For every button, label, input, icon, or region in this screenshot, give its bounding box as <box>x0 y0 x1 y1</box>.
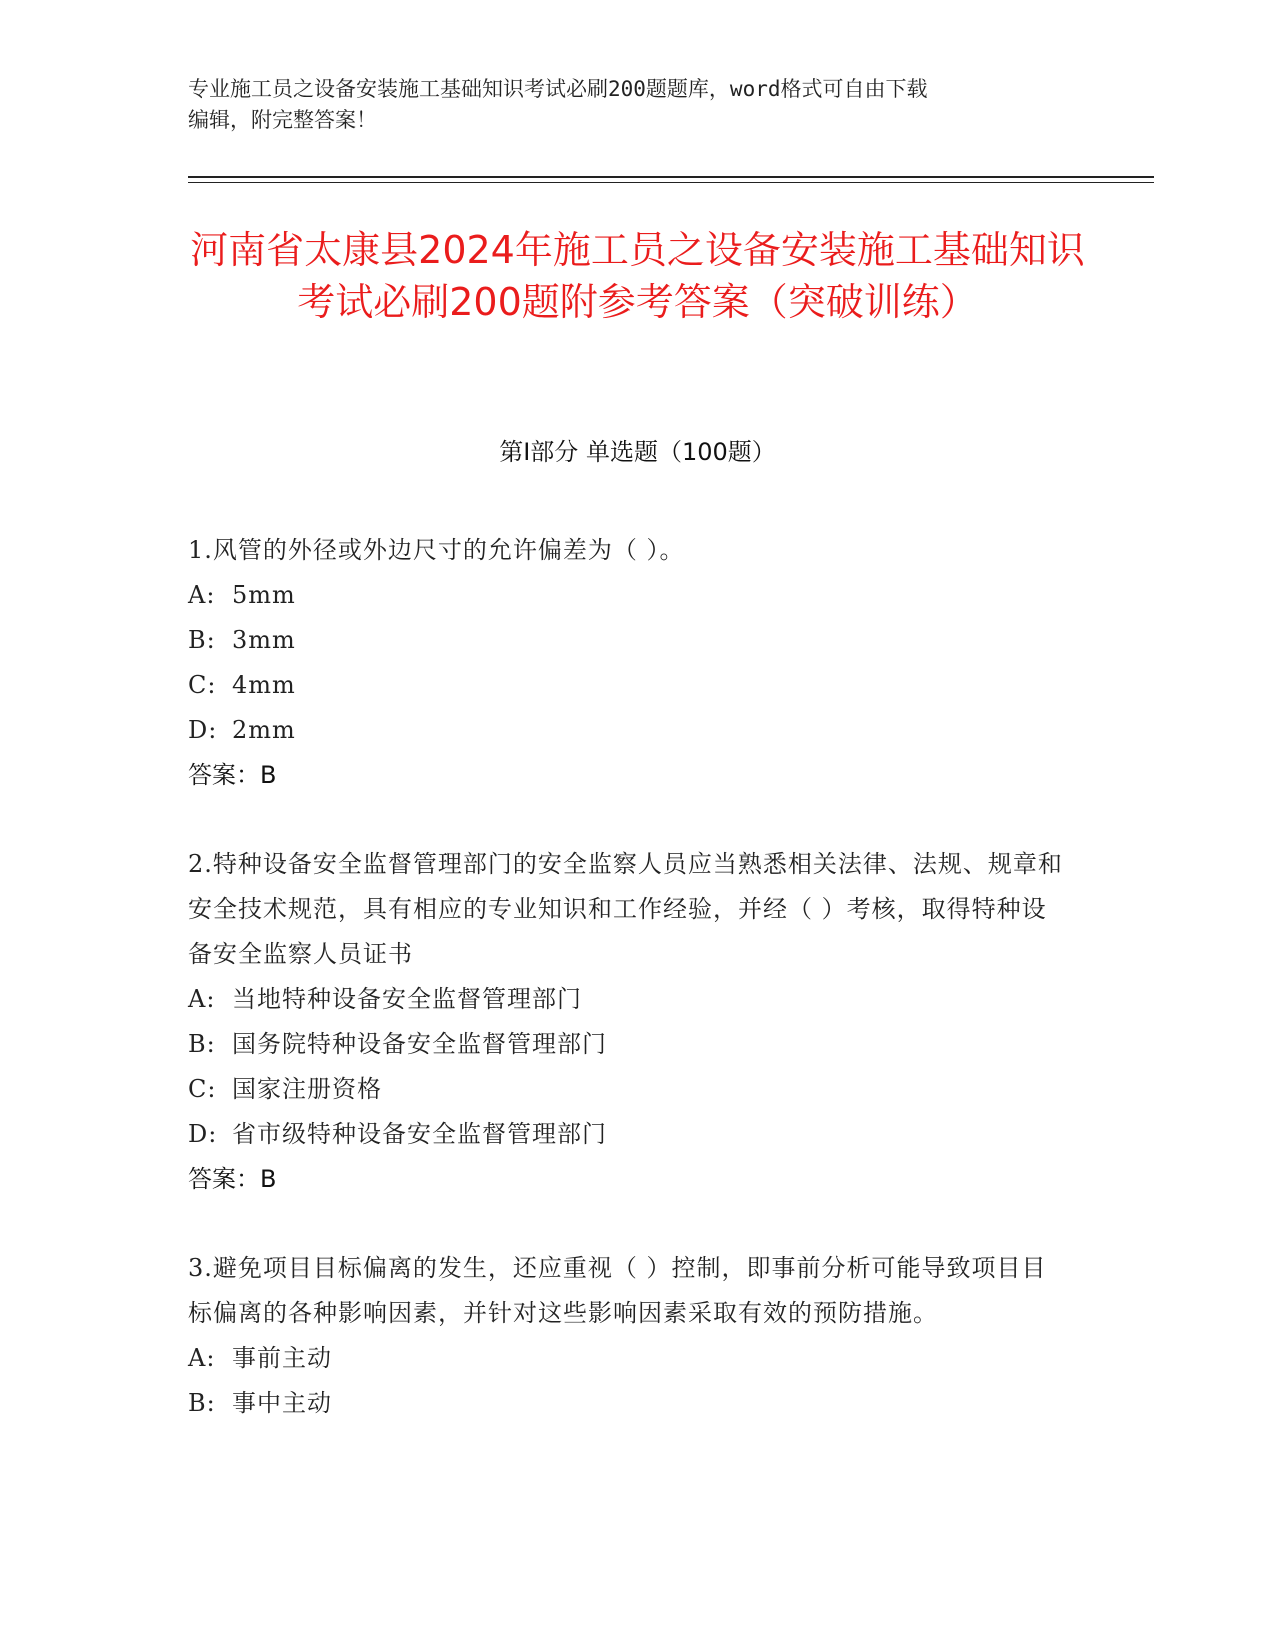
option-label: A: <box>188 985 216 1013</box>
option-label: B: <box>188 626 216 654</box>
option-text: 当地特种设备安全监督管理部门 <box>232 985 582 1013</box>
answer-line: 答案：B <box>188 1165 277 1193</box>
option-text: 省市级特种设备安全监督管理部门 <box>232 1120 607 1148</box>
option-text: 国家注册资格 <box>232 1075 382 1103</box>
option-text: 国务院特种设备安全监督管理部门 <box>232 1030 607 1058</box>
question-1 <box>188 528 1068 798</box>
option-label: B: <box>188 1389 216 1417</box>
option-b <box>188 618 1068 663</box>
option-text: 2mm <box>232 716 296 744</box>
option-text: 事前主动 <box>232 1344 332 1372</box>
header-divider-thin <box>188 182 1154 183</box>
option-label: C: <box>188 1075 217 1103</box>
option-d <box>188 708 1068 753</box>
option-label: D: <box>188 1120 218 1148</box>
option-label: C: <box>188 671 217 699</box>
option-a <box>188 977 1068 1022</box>
question-3 <box>188 1246 1068 1426</box>
option-label: D: <box>188 716 218 744</box>
question-text: 1.风管的外径或外边尺寸的允许偏差为（ ）。 <box>188 536 685 564</box>
option-label: B: <box>188 1030 216 1058</box>
header-divider-thick <box>188 176 1154 178</box>
section-title: 第Ⅰ部分 单选题（100题） <box>499 438 776 466</box>
option-text: 5mm <box>232 581 296 609</box>
option-c <box>188 663 1068 708</box>
option-b <box>188 1381 1068 1426</box>
document-title: 河南省太康县2024年施工员之设备安装施工基础知识考试必刷200题附参考答案（突破训练） <box>190 228 1085 324</box>
option-a <box>188 573 1068 618</box>
question-list <box>188 528 1068 1470</box>
option-label: A: <box>188 581 216 609</box>
option-d <box>188 1112 1068 1157</box>
option-label: A: <box>188 1344 216 1372</box>
question-2 <box>188 842 1068 1202</box>
option-text: 事中主动 <box>232 1389 332 1417</box>
header-note <box>188 74 1088 136</box>
question-text: 2.特种设备安全监督管理部门的安全监察人员应当熟悉相关法律、法规、规章和安全技术规范，具有相应的专业知识和工作经验，并经（ ）考核，取得特种设备安全监察人员证书 <box>188 850 1063 968</box>
answer-line: 答案：B <box>188 761 277 789</box>
option-a <box>188 1336 1068 1381</box>
header-note-line-2: 编辑，附完整答案！ <box>188 108 377 132</box>
option-b <box>188 1022 1068 1067</box>
option-text: 4mm <box>232 671 296 699</box>
option-text: 3mm <box>232 626 296 654</box>
option-c <box>188 1067 1068 1112</box>
header-note-line-1: 专业施工员之设备安装施工基础知识考试必刷200题题库，word格式可自由下载 <box>188 77 928 101</box>
question-text: 3.避免项目目标偏离的发生，还应重视（ ）控制，即事前分析可能导致项目目标偏离的各种影响因素，并针对这些影响因素采取有效的预防措施。 <box>188 1254 1047 1327</box>
